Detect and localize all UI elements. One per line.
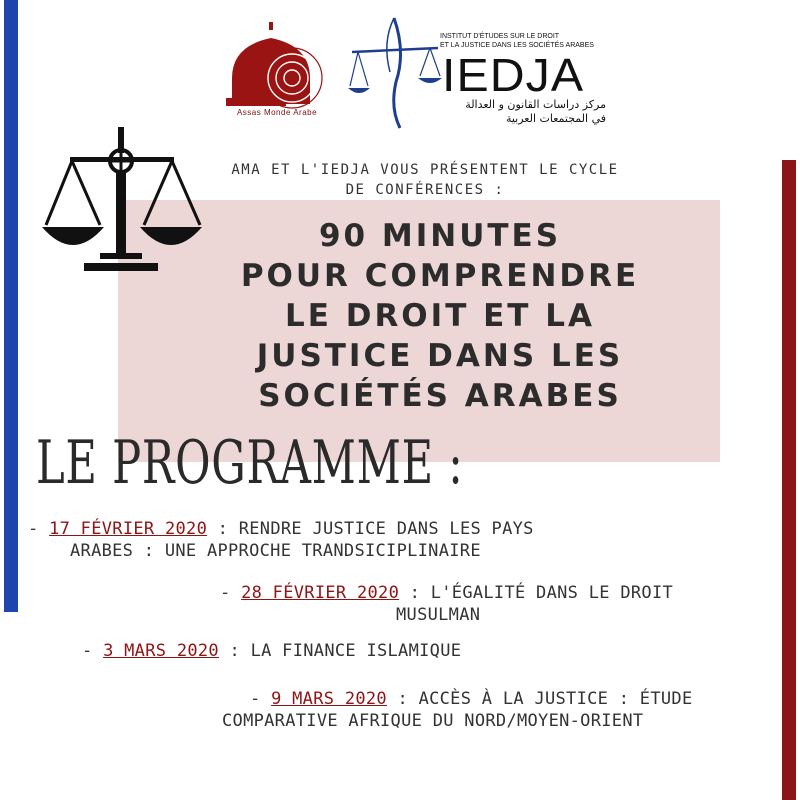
program-date: 28 FÉVRIER 2020 (241, 583, 400, 603)
programme-title: LE PROGRAMME : (36, 428, 464, 498)
iedja-logo (346, 12, 610, 132)
iedja-scale-feather-icon (346, 12, 446, 132)
ama-dome-icon (222, 18, 332, 110)
right-red-bar (782, 160, 796, 800)
program-item: - 3 MARS 2020 : LA FINANCE ISLAMIQUE (82, 641, 462, 661)
iedja-wordmark: IEDJA (442, 49, 585, 101)
program-item: - 17 FÉVRIER 2020 : RENDRE JUSTICE DANS LES PAYS ARABES : UNE APPROCHE TRANDSICIPLINAIRE (28, 519, 534, 561)
program-date: 9 MARS 2020 (271, 689, 387, 709)
program-date: 3 MARS 2020 (103, 641, 219, 661)
scale-of-justice-icon (40, 125, 204, 285)
iedja-subtitle: INSTITUT D'ÉTUDES SUR LE DROIT ET LA JUSTICE DANS LES SOCIÉTÉS ARABES (440, 33, 594, 49)
program-date: 17 FÉVRIER 2020 (49, 519, 208, 539)
program-item: - 28 FÉVRIER 2020 : L'ÉGALITÉ DANS LE DROIT MUSULMAN (220, 583, 674, 625)
program-item: - 9 MARS 2020 : ACCÈS À LA JUSTICE : ÉTUDE COMPARATIVE AFRIQUE DU NORD/MOYEN-ORIENT (222, 689, 693, 731)
ama-caption: Assas Monde Arabe (236, 108, 318, 117)
intro-text: AMA ET L'IEDJA VOUS PRÉSENTENT LE CYCLE DE CONFÉRENCES : (231, 162, 619, 198)
left-blue-bar (4, 0, 18, 612)
ama-logo (222, 18, 332, 122)
headline: 90 MINUTES POUR COMPRENDRE LE DROIT ET LA JUSTICE DANS LES SOCIÉTÉS ARABES (240, 218, 640, 414)
iedja-arabic-text: مركز دراسات القانون و العدالة في المجتمعات العربية (465, 98, 606, 125)
